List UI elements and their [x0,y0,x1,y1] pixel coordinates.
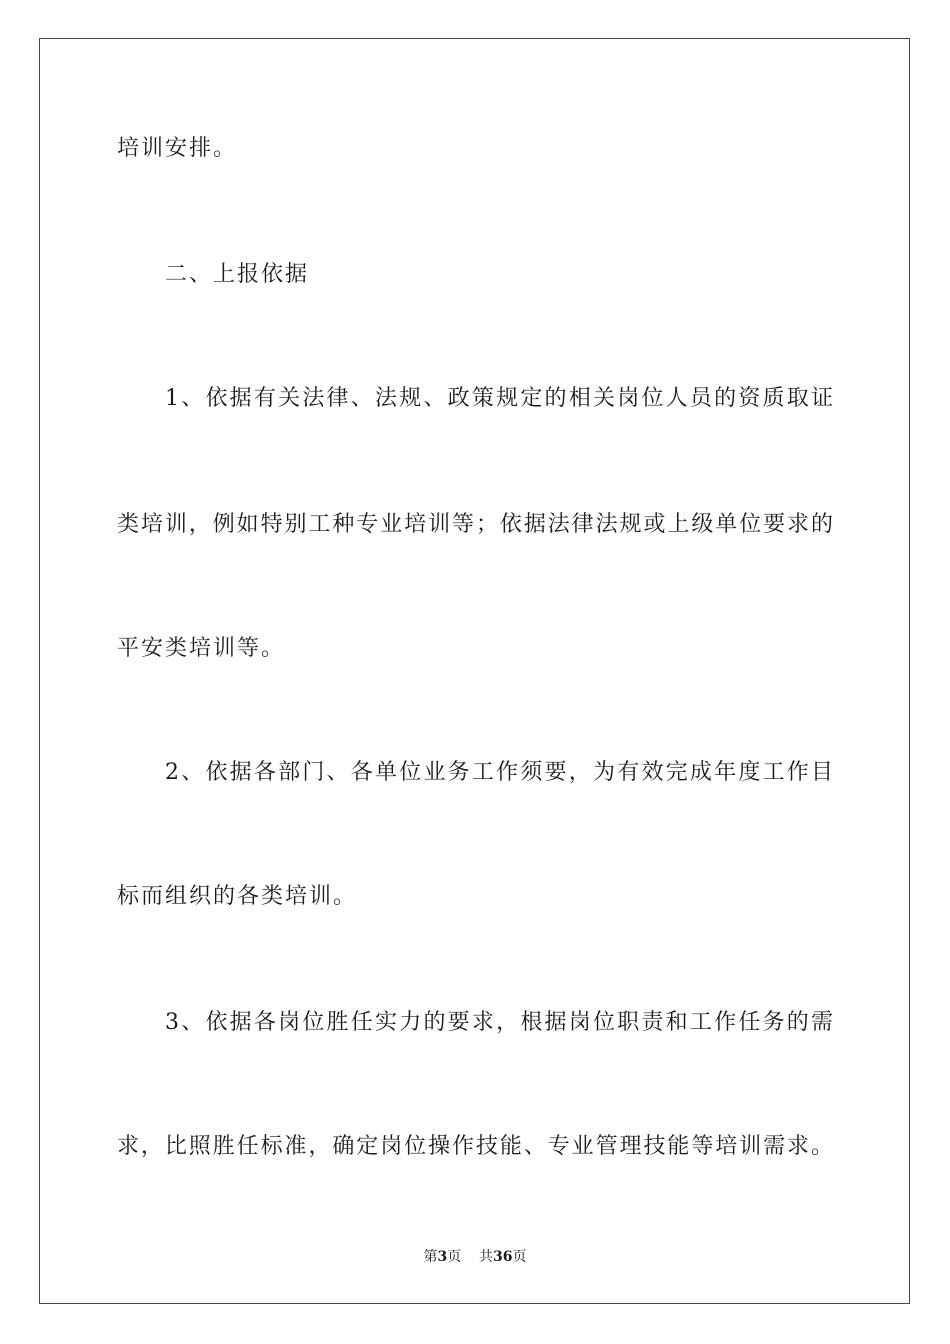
paragraph-line-4: 平安类培训等。 [117,636,286,661]
paragraph-line-7: 3、依据各岗位胜任实力的要求，根据岗位职责和工作任务的需 [165,1010,833,1035]
footer-page-prefix: 第 [423,1249,438,1265]
section-heading: 二、上报依据 [165,262,310,287]
paragraph-line-8: 求，比照胜任标准，确定岗位操作技能、专业管理技能等培训需求。 [117,1134,833,1159]
paragraph-line-6: 标而组织的各类培训。 [117,884,358,909]
paragraph-line-5: 2、依据各部门、各单位业务工作须要，为有效完成年度工作目 [165,760,833,785]
page-border [39,38,910,1304]
footer-page-total: 36 [493,1249,513,1265]
paragraph-line-2: 1、依据有关法律、法规、政策规定的相关岗位人员的资质取证 [165,386,833,411]
footer-total-prefix: 共 [479,1249,494,1265]
page-footer [0,1248,950,1266]
footer-page-current: 3 [437,1249,448,1265]
paragraph-line-1: 培训安排。 [117,136,238,161]
footer-total-suffix: 页 [512,1249,527,1265]
footer-page-suffix: 页 [447,1249,462,1265]
paragraph-line-3: 类培训，例如特别工种专业培训等；依据法律法规或上级单位要求的 [117,512,833,537]
